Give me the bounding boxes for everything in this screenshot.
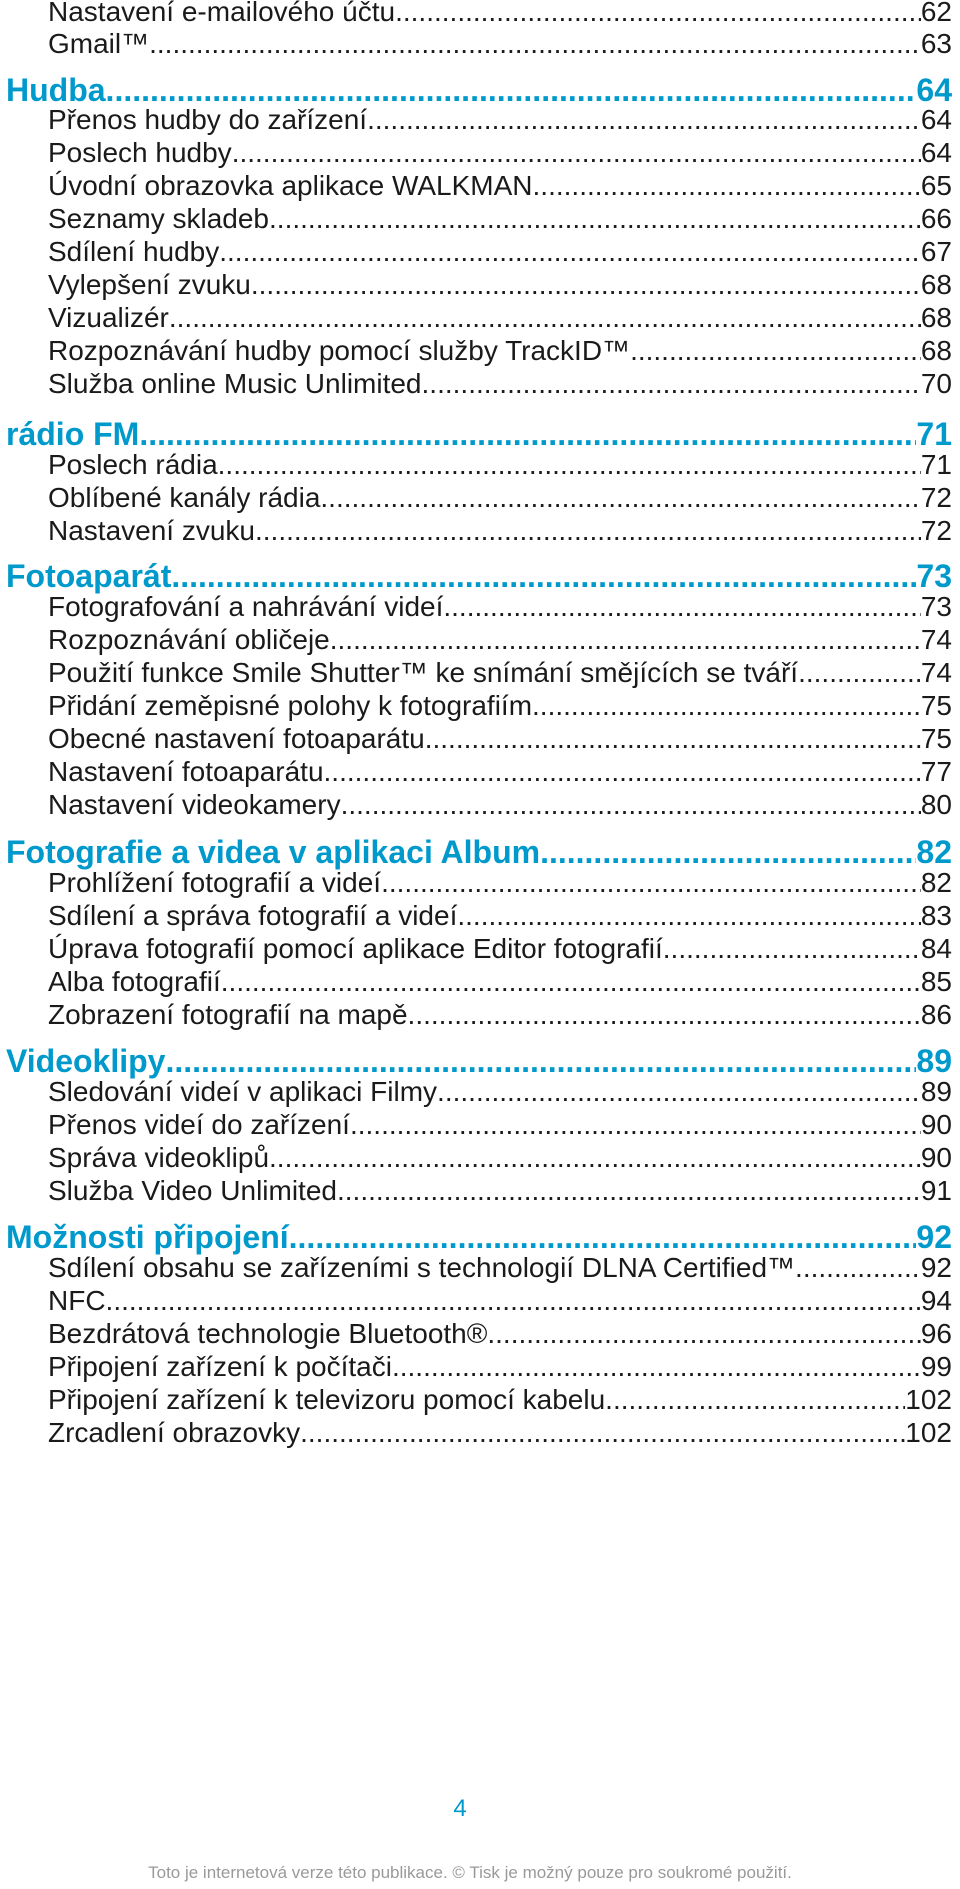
toc-title: Použití funkce Smile Shutter™ ke snímání smějících se tváří <box>48 657 799 688</box>
toc-title: Hudba <box>6 72 106 108</box>
dot-leader <box>533 168 921 204</box>
toc-entry[interactable] <box>0 366 952 402</box>
dot-leader <box>269 201 921 237</box>
toc-title: Fotografování a nahrávání videí <box>48 591 444 622</box>
toc-title: Přenos videí do zařízení <box>48 1109 350 1140</box>
dot-leader <box>367 102 921 138</box>
toc-entry[interactable] <box>0 964 952 1000</box>
toc-title: Oblíbené kanály rádia <box>48 482 321 513</box>
toc-title: Sdílení hudby <box>48 236 220 267</box>
toc-entry[interactable] <box>0 267 952 303</box>
toc-title: Přenos hudby do zařízení <box>48 104 368 135</box>
toc-page: 64 <box>916 72 952 108</box>
toc-title: Vylepšení zvuku <box>48 269 251 300</box>
toc-entry[interactable] <box>0 480 952 516</box>
toc-title: Přidání zeměpisné polohy k fotografiím <box>48 690 533 721</box>
toc-page: 62 <box>920 0 952 27</box>
toc-title: Služba online Music Unlimited <box>48 368 422 399</box>
toc-title: Alba fotografií <box>48 966 221 997</box>
toc-page: 82 <box>920 867 952 898</box>
dot-leader <box>663 931 921 967</box>
dot-leader <box>392 1349 921 1385</box>
toc-page: 71 <box>920 449 952 480</box>
dot-leader <box>408 997 921 1033</box>
toc-title: Zobrazení fotografií na mapě <box>48 999 408 1030</box>
toc-title: Sledování videí v aplikaci Filmy <box>48 1076 438 1107</box>
toc-entry[interactable] <box>0 1283 952 1319</box>
toc-page: 85 <box>920 966 952 997</box>
toc-entry[interactable] <box>0 201 952 237</box>
toc-page: 70 <box>920 368 952 399</box>
toc-entry[interactable] <box>0 333 952 369</box>
toc-page: 73 <box>920 591 952 622</box>
toc-page: 67 <box>920 236 952 267</box>
toc-entry[interactable] <box>0 787 952 823</box>
toc-page: 99 <box>920 1351 952 1382</box>
toc-page: 82 <box>916 834 952 870</box>
dot-leader <box>221 964 921 1000</box>
toc-entry[interactable] <box>0 1316 952 1352</box>
toc-title: Vizualizér <box>48 302 169 333</box>
toc-entry[interactable] <box>0 513 952 549</box>
toc-entry[interactable] <box>0 1074 952 1110</box>
page-number: 4 <box>453 1795 467 1822</box>
toc-page: 68 <box>920 302 952 333</box>
toc-title: Fotoaparát <box>6 558 172 594</box>
dot-leader <box>218 447 921 483</box>
toc-page: 77 <box>920 756 952 787</box>
dot-leader <box>269 1140 921 1176</box>
toc-title: Bezdrátová technologie Bluetooth® <box>48 1318 488 1349</box>
dot-leader <box>422 366 921 402</box>
toc-title: Seznamy skladeb <box>48 203 270 234</box>
toc-page: 91 <box>920 1175 952 1206</box>
toc-page: 90 <box>920 1142 952 1173</box>
toc-page: 75 <box>920 690 952 721</box>
dot-leader <box>106 1283 921 1319</box>
toc-entry[interactable] <box>0 1382 952 1418</box>
toc-page: 63 <box>920 28 952 59</box>
toc-entry[interactable] <box>0 135 952 171</box>
toc-title: rádio FM <box>6 416 140 452</box>
dot-leader <box>341 787 921 823</box>
dot-leader <box>232 135 921 171</box>
toc-title: Poslech hudby <box>48 137 232 168</box>
dot-leader <box>169 300 921 336</box>
toc-entry[interactable] <box>0 622 952 658</box>
toc-page: 64 <box>920 137 952 168</box>
toc-page: 92 <box>920 1252 952 1283</box>
dot-leader <box>532 688 921 724</box>
toc-entry[interactable] <box>0 26 952 62</box>
dot-leader <box>350 1107 921 1143</box>
toc-page: 80 <box>920 789 952 820</box>
toc-entry[interactable] <box>0 1349 952 1385</box>
toc-title: Zrcadlení obrazovky <box>48 1417 301 1448</box>
toc-page: 89 <box>920 1076 952 1107</box>
toc-entry[interactable] <box>0 754 952 790</box>
dot-leader <box>795 1250 921 1286</box>
dot-leader <box>798 655 921 691</box>
toc-entry[interactable] <box>0 234 952 270</box>
dot-leader <box>324 754 921 790</box>
toc-page: 68 <box>920 335 952 366</box>
toc-title: Fotografie a videa v aplikaci Album <box>6 834 541 870</box>
dot-leader <box>255 513 921 549</box>
toc-title: NFC <box>48 1285 106 1316</box>
toc-page: 89 <box>916 1043 952 1079</box>
toc-title: Obecné nastavení fotoaparátu <box>48 723 425 754</box>
toc-title: Nastavení zvuku <box>48 515 255 546</box>
toc-title: Prohlížení fotografií a videí <box>48 867 382 898</box>
toc-title: Úprava fotografií pomocí aplikace Editor fotografií <box>48 933 663 964</box>
dot-leader <box>381 865 921 901</box>
toc-entry[interactable] <box>0 589 952 625</box>
toc-title: Připojení zařízení k televizoru pomocí kabelu <box>48 1384 606 1415</box>
toc-page: 94 <box>920 1285 952 1316</box>
toc-page: 96 <box>920 1318 952 1349</box>
dot-leader <box>300 1415 905 1451</box>
toc-entry[interactable] <box>0 1140 952 1176</box>
toc-title: Videoklipy <box>6 1043 166 1079</box>
toc-page: 84 <box>920 933 952 964</box>
toc-entry[interactable] <box>0 102 952 138</box>
dot-leader <box>149 26 921 62</box>
toc-page: 75 <box>920 723 952 754</box>
toc-title: Nastavení videokamery <box>48 789 341 820</box>
toc-page: 102 <box>905 1417 952 1448</box>
toc-entry[interactable] <box>0 997 952 1033</box>
toc-page: 66 <box>920 203 952 234</box>
dot-leader <box>630 333 921 369</box>
dot-leader <box>443 589 920 625</box>
toc-entry[interactable] <box>0 655 952 691</box>
dot-leader <box>320 480 920 516</box>
toc-title: Správa videoklipů <box>48 1142 270 1173</box>
toc-page: 71 <box>916 416 952 452</box>
dot-leader <box>251 267 921 303</box>
toc-page: 74 <box>920 624 952 655</box>
toc-page: 73 <box>916 558 952 594</box>
toc-page: 72 <box>920 515 952 546</box>
toc-title: Připojení zařízení k počítači <box>48 1351 392 1382</box>
toc-title: Služba Video Unlimited <box>48 1175 337 1206</box>
toc-page: 65 <box>920 170 952 201</box>
toc-title: Rozpoznávání obličeje <box>48 624 330 655</box>
toc-page: 92 <box>916 1219 952 1255</box>
toc-title: Gmail™ <box>48 28 150 59</box>
toc-entry[interactable] <box>0 447 952 483</box>
toc-page: 90 <box>920 1109 952 1140</box>
dot-leader <box>457 898 920 934</box>
toc-entry[interactable] <box>0 300 952 336</box>
toc-entry[interactable] <box>0 721 952 757</box>
toc-page: 102 <box>905 1384 952 1415</box>
toc-title: Možnosti připojení <box>6 1219 289 1255</box>
toc-page: 64 <box>920 104 952 135</box>
dot-leader <box>337 1173 921 1209</box>
toc-entry[interactable] <box>0 1415 952 1451</box>
toc-entry[interactable] <box>0 1173 952 1209</box>
toc-title: Nastavení e-mailového účtu <box>48 0 396 27</box>
toc-title: Poslech rádia <box>48 449 218 480</box>
toc-title: Úvodní obrazovka aplikace WALKMAN <box>48 170 533 201</box>
toc-entry[interactable] <box>0 688 952 724</box>
toc-entry[interactable] <box>0 865 952 901</box>
dot-leader <box>219 234 921 270</box>
dot-leader <box>487 1316 920 1352</box>
toc-title: Sdílení a správa fotografií a videí <box>48 900 458 931</box>
toc-page: 86 <box>920 999 952 1030</box>
toc-entry[interactable] <box>0 1250 952 1286</box>
toc-entry[interactable] <box>0 1107 952 1143</box>
dot-leader <box>425 721 921 757</box>
toc-page: 68 <box>920 269 952 300</box>
toc-page: 83 <box>920 900 952 931</box>
toc-title: Sdílení obsahu se zařízeními s technologií DLNA Certified™ <box>48 1252 796 1283</box>
footer-note: Toto je internetová verze této publikace. © Tisk je možný pouze pro soukromé použití. <box>148 1863 792 1882</box>
toc-title: Nastavení fotoaparátu <box>48 756 324 787</box>
toc-entry[interactable] <box>0 898 952 934</box>
dot-leader <box>437 1074 921 1110</box>
dot-leader <box>330 622 921 658</box>
toc-entry[interactable] <box>0 168 952 204</box>
toc-title: Rozpoznávání hudby pomocí služby TrackID™ <box>48 335 631 366</box>
dot-leader <box>605 1382 905 1418</box>
toc-page: 72 <box>920 482 952 513</box>
toc-entry[interactable] <box>0 931 952 967</box>
toc-page: 74 <box>920 657 952 688</box>
